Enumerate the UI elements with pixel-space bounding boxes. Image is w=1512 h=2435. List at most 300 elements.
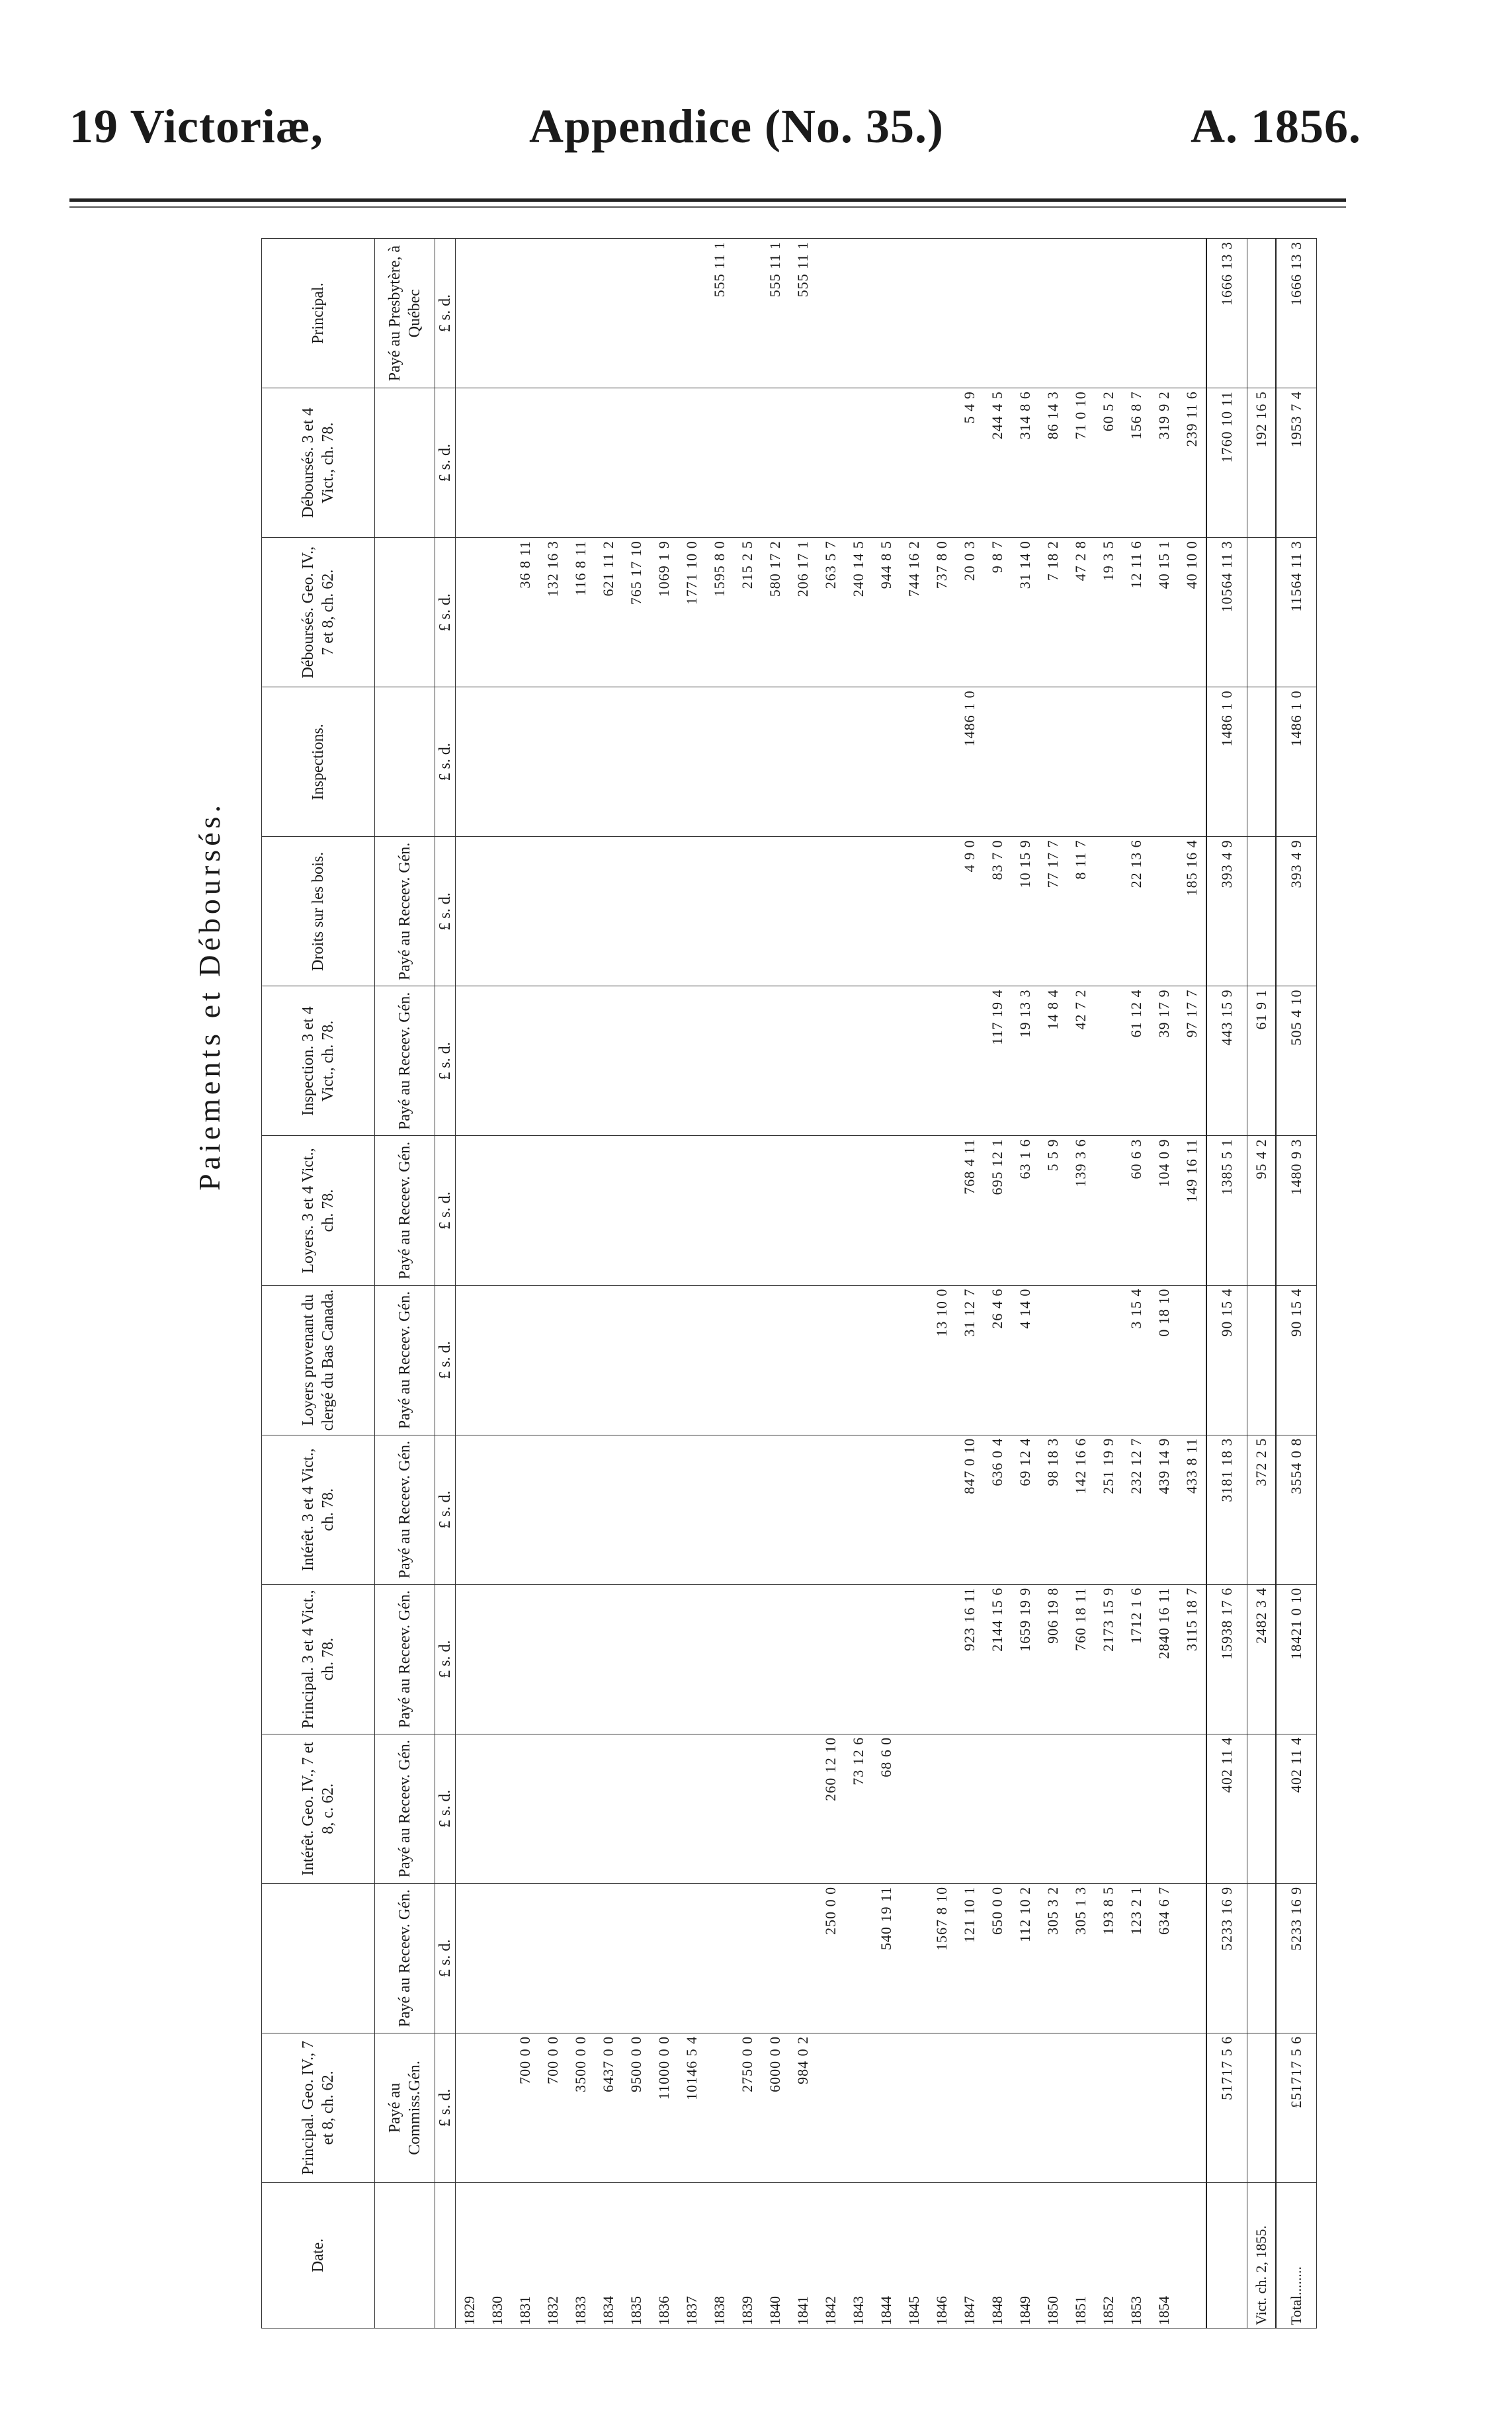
vict-row-cell: 95 4 2: [1247, 1136, 1277, 1285]
table-cell: [483, 538, 511, 687]
table-cell: [539, 837, 567, 986]
col-units: £ s. d.: [435, 1883, 456, 2033]
sum-row-cell: 393 4 9: [1206, 837, 1247, 986]
table-cell: [1039, 239, 1067, 388]
table-cell: [706, 1734, 734, 1883]
table-cell: [872, 239, 900, 388]
col-subheader: Payé au Receev. Gén.: [375, 1584, 435, 1734]
table-cell: 104 0 9: [1150, 1136, 1178, 1285]
table-cell: [984, 1734, 1011, 1883]
table-cell: [734, 1584, 761, 1734]
table-cell: [706, 2033, 734, 2182]
sum-row: [1206, 239, 1247, 2328]
table-cell: [817, 1285, 845, 1435]
table-cell: 9 8 7: [984, 538, 1011, 687]
table-cell: 83 7 0: [984, 837, 1011, 986]
table-cell: 9500 0 0: [622, 2033, 650, 2182]
table-cell: [567, 986, 595, 1136]
row-year: 1839: [734, 2182, 761, 2328]
table-row: [595, 239, 622, 2328]
table-cell: [872, 1435, 900, 1584]
table-cell: [1095, 837, 1122, 986]
table-cell: [872, 1285, 900, 1435]
table-cell: [706, 687, 734, 837]
table-row: [789, 239, 817, 2328]
table-cell: 11000 0 0: [650, 2033, 678, 2182]
table-row: [1095, 239, 1122, 2328]
col-units: £ s. d.: [435, 1734, 456, 1883]
table-cell: [789, 1435, 817, 1584]
table-cell: [900, 986, 928, 1136]
table-cell: [706, 1285, 734, 1435]
col-header: Droits sur les bois.: [262, 837, 375, 986]
table-cell: [789, 986, 817, 1136]
table-cell: [1122, 687, 1150, 837]
table-cell: [706, 1435, 734, 1584]
table-cell: [622, 1883, 650, 2033]
table-cell: [456, 1435, 484, 1584]
table-cell: 1712 1 6: [1122, 1584, 1150, 1734]
table-cell: 439 14 9: [1150, 1435, 1178, 1584]
sum-row-cell: 5233 16 9: [1206, 1883, 1247, 2033]
table-cell: 1659 19 9: [1011, 1584, 1039, 1734]
total-row: [1276, 239, 1317, 2328]
vict-row: [1247, 239, 1277, 2328]
table-cell: [1095, 687, 1122, 837]
table-cell: [622, 388, 650, 538]
table-cell: [595, 388, 622, 538]
sum-row-cell: 443 15 9: [1206, 986, 1247, 1136]
table-cell: [817, 1136, 845, 1285]
table-cell: 10146 5 4: [678, 2033, 706, 2182]
table-cell: [872, 986, 900, 1136]
col-units: £ s. d.: [435, 2033, 456, 2182]
table-cell: [456, 1584, 484, 1734]
col-subheader: [375, 538, 435, 687]
table-cell: [678, 1435, 706, 1584]
col-units: £ s. d.: [435, 538, 456, 687]
table-row: [511, 239, 539, 2328]
table-cell: [1011, 2033, 1039, 2182]
table-cell: 555 11 1: [706, 239, 734, 388]
table-cell: [595, 1136, 622, 1285]
total-row-label: Total........: [1276, 2182, 1317, 2328]
table-cell: 206 17 1: [789, 538, 817, 687]
table-cell: [845, 986, 872, 1136]
table-cell: [622, 1285, 650, 1435]
table-cell: 185 16 4: [1178, 837, 1206, 986]
table-cell: [1178, 1734, 1206, 1883]
table-cell: 132 16 3: [539, 538, 567, 687]
table-cell: [539, 986, 567, 1136]
table-cell: 650 0 0: [984, 1883, 1011, 2033]
total-row-cell: 1486 1 0: [1276, 687, 1317, 837]
table-cell: 47 2 8: [1067, 538, 1095, 687]
table-cell: 923 16 11: [956, 1584, 984, 1734]
table-cell: [928, 837, 956, 986]
table-cell: [761, 986, 789, 1136]
table-cell: [1039, 687, 1067, 837]
table-cell: 97 17 7: [1178, 986, 1206, 1136]
table-cell: 63 1 6: [1011, 1136, 1039, 1285]
table-cell: 14 8 4: [1039, 986, 1067, 1136]
table-cell: [845, 1435, 872, 1584]
table-cell: 71 0 10: [1067, 388, 1095, 538]
col-units: £ s. d.: [435, 1136, 456, 1285]
table-cell: [1095, 2033, 1122, 2182]
table-cell: 251 19 9: [1095, 1435, 1122, 1584]
table-cell: [511, 1883, 539, 2033]
row-year: 1843: [845, 2182, 872, 2328]
table-cell: 22 13 6: [1122, 837, 1150, 986]
table-cell: 4 9 0: [956, 837, 984, 986]
table-cell: [456, 687, 484, 837]
table-row: [872, 239, 900, 2328]
table-cell: [622, 837, 650, 986]
table-cell: [483, 687, 511, 837]
table-cell: 69 12 4: [1011, 1435, 1039, 1584]
table-cell: 580 17 2: [761, 538, 789, 687]
col-units: £ s. d.: [435, 986, 456, 1136]
table-cell: [678, 687, 706, 837]
table-row: [984, 239, 1011, 2328]
table-cell: 984 0 2: [789, 2033, 817, 2182]
total-row-cell: 505 4 10: [1276, 986, 1317, 1136]
row-year: 1854: [1150, 2182, 1178, 2328]
row-year: 1848: [984, 2182, 1011, 2328]
table-cell: [900, 239, 928, 388]
vict-row-cell: [1247, 687, 1277, 837]
table-cell: [928, 1435, 956, 1584]
total-row-cell: 402 11 4: [1276, 1734, 1317, 1883]
table-cell: [1150, 239, 1178, 388]
table-cell: [900, 2033, 928, 2182]
sum-row-cell: 402 11 4: [1206, 1734, 1247, 1883]
table-cell: [1011, 1734, 1039, 1883]
table-row: [1150, 239, 1178, 2328]
table-cell: 1069 1 9: [650, 538, 678, 687]
table-cell: 19 3 5: [1095, 538, 1122, 687]
table-cell: 1567 8 10: [928, 1883, 956, 2033]
table-cell: [1150, 2033, 1178, 2182]
table-cell: [845, 1883, 872, 2033]
table-cell: [900, 1285, 928, 1435]
table-cell: 1771 10 0: [678, 538, 706, 687]
col-header: [262, 1883, 375, 2033]
table-cell: [900, 1584, 928, 1734]
col-header: Date.: [262, 2182, 375, 2328]
table-row: [761, 239, 789, 2328]
table-cell: 60 5 2: [1095, 388, 1122, 538]
sum-row-cell: 3181 18 3: [1206, 1435, 1247, 1584]
table-cell: [456, 1285, 484, 1435]
table-cell: [456, 1136, 484, 1285]
table-cell: 700 0 0: [539, 2033, 567, 2182]
table-cell: [984, 2033, 1011, 2182]
sum-row-cell: 90 15 4: [1206, 1285, 1247, 1435]
table-cell: [483, 1584, 511, 1734]
table-cell: 19 13 3: [1011, 986, 1039, 1136]
col-header: Loyers provenant du clergé du Bas Canada.: [262, 1285, 375, 1435]
table-cell: [650, 1435, 678, 1584]
table-cell: [789, 687, 817, 837]
col-units: £ s. d.: [435, 1584, 456, 1734]
table-row: [928, 239, 956, 2328]
table-row: [483, 239, 511, 2328]
sum-row-cell: 51717 5 6: [1206, 2033, 1247, 2182]
table-cell: [511, 986, 539, 1136]
table-cell: 98 18 3: [1039, 1435, 1067, 1584]
table-cell: [734, 1734, 761, 1883]
table-cell: [456, 837, 484, 986]
table-cell: [622, 1584, 650, 1734]
col-header: Déboursés. 3 et 4 Vict., ch. 78.: [262, 388, 375, 538]
table-cell: 2750 0 0: [734, 2033, 761, 2182]
table-cell: [928, 687, 956, 837]
total-row-cell: £51717 5 6: [1276, 2033, 1317, 2182]
table-cell: [789, 1584, 817, 1734]
table-cell: 765 17 10: [622, 538, 650, 687]
table-cell: [817, 1584, 845, 1734]
table-cell: [1067, 1285, 1095, 1435]
table-cell: [456, 538, 484, 687]
table-cell: 156 8 7: [1122, 388, 1150, 538]
vict-row-cell: 192 16 5: [1247, 388, 1277, 538]
table-cell: [595, 986, 622, 1136]
row-year: 1851: [1067, 2182, 1095, 2328]
table-cell: 7 18 2: [1039, 538, 1067, 687]
table-cell: [900, 1435, 928, 1584]
table-cell: 260 12 10: [817, 1734, 845, 1883]
table-cell: 123 2 1: [1122, 1883, 1150, 2033]
table-cell: 305 3 2: [1039, 1883, 1067, 2033]
table-cell: 26 4 6: [984, 1285, 1011, 1435]
table-cell: [483, 239, 511, 388]
table-cell: [483, 1136, 511, 1285]
table-cell: [678, 388, 706, 538]
col-units: [435, 2182, 456, 2328]
table-row: [817, 239, 845, 2328]
row-year: 1831: [511, 2182, 539, 2328]
table-row: [678, 239, 706, 2328]
table-cell: 244 4 5: [984, 388, 1011, 538]
total-row-cell: 1666 13 3: [1276, 239, 1317, 388]
table-cell: [483, 2033, 511, 2182]
table-cell: [483, 1285, 511, 1435]
table-cell: [1150, 687, 1178, 837]
table-cell: 555 11 1: [761, 239, 789, 388]
vict-row-cell: [1247, 239, 1277, 388]
table-cell: [483, 837, 511, 986]
table-cell: 5 4 9: [956, 388, 984, 538]
table-cell: [511, 837, 539, 986]
table-row: [1067, 239, 1095, 2328]
table-cell: [734, 1285, 761, 1435]
table-cell: [761, 837, 789, 986]
table-row: [900, 239, 928, 2328]
table-cell: [789, 837, 817, 986]
table-row: [622, 239, 650, 2328]
sum-row-cell: 1486 1 0: [1206, 687, 1247, 837]
table-cell: 8 11 7: [1067, 837, 1095, 986]
table-cell: [956, 1734, 984, 1883]
table-row: [567, 239, 595, 2328]
table-cell: [1178, 2033, 1206, 2182]
table-cell: [845, 239, 872, 388]
table-row: [456, 239, 484, 2328]
table-cell: [761, 1584, 789, 1734]
table-cell: [511, 1136, 539, 1285]
table-cell: [734, 388, 761, 538]
vict-row-label: Vict. ch. 2, 1855.: [1247, 2182, 1277, 2328]
total-row-cell: 18421 0 10: [1276, 1584, 1317, 1734]
table-cell: [483, 388, 511, 538]
table-cell: 31 14 0: [1011, 538, 1039, 687]
table-cell: 42 7 2: [1067, 986, 1095, 1136]
table-cell: [539, 1734, 567, 1883]
table-row: [1039, 239, 1067, 2328]
table-cell: [650, 687, 678, 837]
table-cell: [1039, 1734, 1067, 1883]
table-cell: [734, 687, 761, 837]
table-cell: [622, 239, 650, 388]
row-year: 1846: [928, 2182, 956, 2328]
table-cell: 6437 0 0: [595, 2033, 622, 2182]
sum-row-cell: 10564 11 3: [1206, 538, 1247, 687]
col-header: Inspections.: [262, 687, 375, 837]
col-header: Principal. 3 et 4 Vict., ch. 78.: [262, 1584, 375, 1734]
sum-row-cell: 1666 13 3: [1206, 239, 1247, 388]
table-cell: [900, 388, 928, 538]
col-subheader: Payé au Receev. Gén.: [375, 1285, 435, 1435]
table-cell: [511, 239, 539, 388]
table-cell: [511, 1584, 539, 1734]
payments-table-wrap: [261, 238, 1304, 2328]
table-cell: [761, 1136, 789, 1285]
table-cell: [483, 1734, 511, 1883]
vict-row-cell: 61 9 1: [1247, 986, 1277, 1136]
table-cell: [1150, 837, 1178, 986]
table-cell: [761, 1883, 789, 2033]
table-cell: 39 17 9: [1150, 986, 1178, 1136]
table-cell: [761, 1734, 789, 1883]
table-cell: 239 11 6: [1178, 388, 1206, 538]
col-header: Loyers. 3 et 4 Vict., ch. 78.: [262, 1136, 375, 1285]
table-cell: [1178, 1883, 1206, 2033]
table-cell: 906 19 8: [1039, 1584, 1067, 1734]
table-cell: [511, 388, 539, 538]
table-cell: [900, 1136, 928, 1285]
table-cell: [1122, 1734, 1150, 1883]
col-units: £ s. d.: [435, 388, 456, 538]
table-cell: 86 14 3: [1039, 388, 1067, 538]
row-year: 1838: [706, 2182, 734, 2328]
table-cell: 555 11 1: [789, 239, 817, 388]
col-header: Inspection. 3 et 4 Vict., ch. 78.: [262, 986, 375, 1136]
table-cell: [984, 687, 1011, 837]
table-cell: 240 14 5: [845, 538, 872, 687]
table-row: [1122, 239, 1150, 2328]
table-cell: [650, 986, 678, 1136]
header-center: Appendice (No. 35.): [529, 100, 944, 153]
table-cell: [678, 239, 706, 388]
table-cell: [595, 239, 622, 388]
table-cell: [928, 1136, 956, 1285]
table-cell: [734, 1435, 761, 1584]
table-cell: [622, 1435, 650, 1584]
table-cell: 112 10 2: [1011, 1883, 1039, 2033]
table-cell: 2173 15 9: [1095, 1584, 1122, 1734]
table-cell: 4 14 0: [1011, 1285, 1039, 1435]
col-units: £ s. d.: [435, 687, 456, 837]
total-row-cell: 11564 11 3: [1276, 538, 1317, 687]
total-row-cell: 3554 0 8: [1276, 1435, 1317, 1584]
row-year: [1178, 2182, 1206, 2328]
table-cell: [678, 1136, 706, 1285]
total-row-cell: 1953 7 4: [1276, 388, 1317, 538]
table-row: [706, 239, 734, 2328]
table-cell: [483, 1883, 511, 2033]
table-cell: [567, 388, 595, 538]
table-cell: [567, 1136, 595, 1285]
table-cell: 149 16 11: [1178, 1136, 1206, 1285]
table-cell: 636 0 4: [984, 1435, 1011, 1584]
table-cell: [483, 1435, 511, 1584]
table-cell: [595, 1734, 622, 1883]
row-year: 1833: [567, 2182, 595, 2328]
vict-row-cell: [1247, 1734, 1277, 1883]
col-header: Déboursés. Geo. IV., 7 et 8, ch. 62.: [262, 538, 375, 687]
table-cell: [900, 1883, 928, 2033]
col-units: £ s. d.: [435, 1435, 456, 1584]
table-cell: [456, 986, 484, 1136]
table-cell: [900, 687, 928, 837]
table-cell: 60 6 3: [1122, 1136, 1150, 1285]
table-cell: [567, 1435, 595, 1584]
table-cell: 540 19 11: [872, 1883, 900, 2033]
table-cell: [1011, 687, 1039, 837]
table-cell: [706, 1584, 734, 1734]
table-row: [956, 239, 984, 2328]
header-rule-thin: [69, 206, 1346, 208]
table-cell: 634 6 7: [1150, 1883, 1178, 2033]
table-cell: [1011, 239, 1039, 388]
sum-row-label: [1206, 2182, 1247, 2328]
table-cell: [567, 687, 595, 837]
row-year: 1850: [1039, 2182, 1067, 2328]
table-cell: [678, 1285, 706, 1435]
table-cell: [817, 837, 845, 986]
table-cell: 6000 0 0: [761, 2033, 789, 2182]
table-cell: [1150, 1734, 1178, 1883]
table-row: [845, 239, 872, 2328]
table-row: [650, 239, 678, 2328]
table-cell: [539, 1584, 567, 1734]
table-cell: [1067, 687, 1095, 837]
table-cell: [650, 1285, 678, 1435]
total-row-cell: 5233 16 9: [1276, 1883, 1317, 2033]
col-subheader: Payé au Commiss.Gén.: [375, 2033, 435, 2182]
sum-row-cell: 15938 17 6: [1206, 1584, 1247, 1734]
row-year: 1840: [761, 2182, 789, 2328]
table-cell: 1486 1 0: [956, 687, 984, 837]
payments-table: [261, 238, 1317, 2328]
table-cell: [761, 388, 789, 538]
table-cell: [650, 1136, 678, 1285]
table-cell: [984, 239, 1011, 388]
total-row-cell: 393 4 9: [1276, 837, 1317, 986]
table-cell: 3500 0 0: [567, 2033, 595, 2182]
